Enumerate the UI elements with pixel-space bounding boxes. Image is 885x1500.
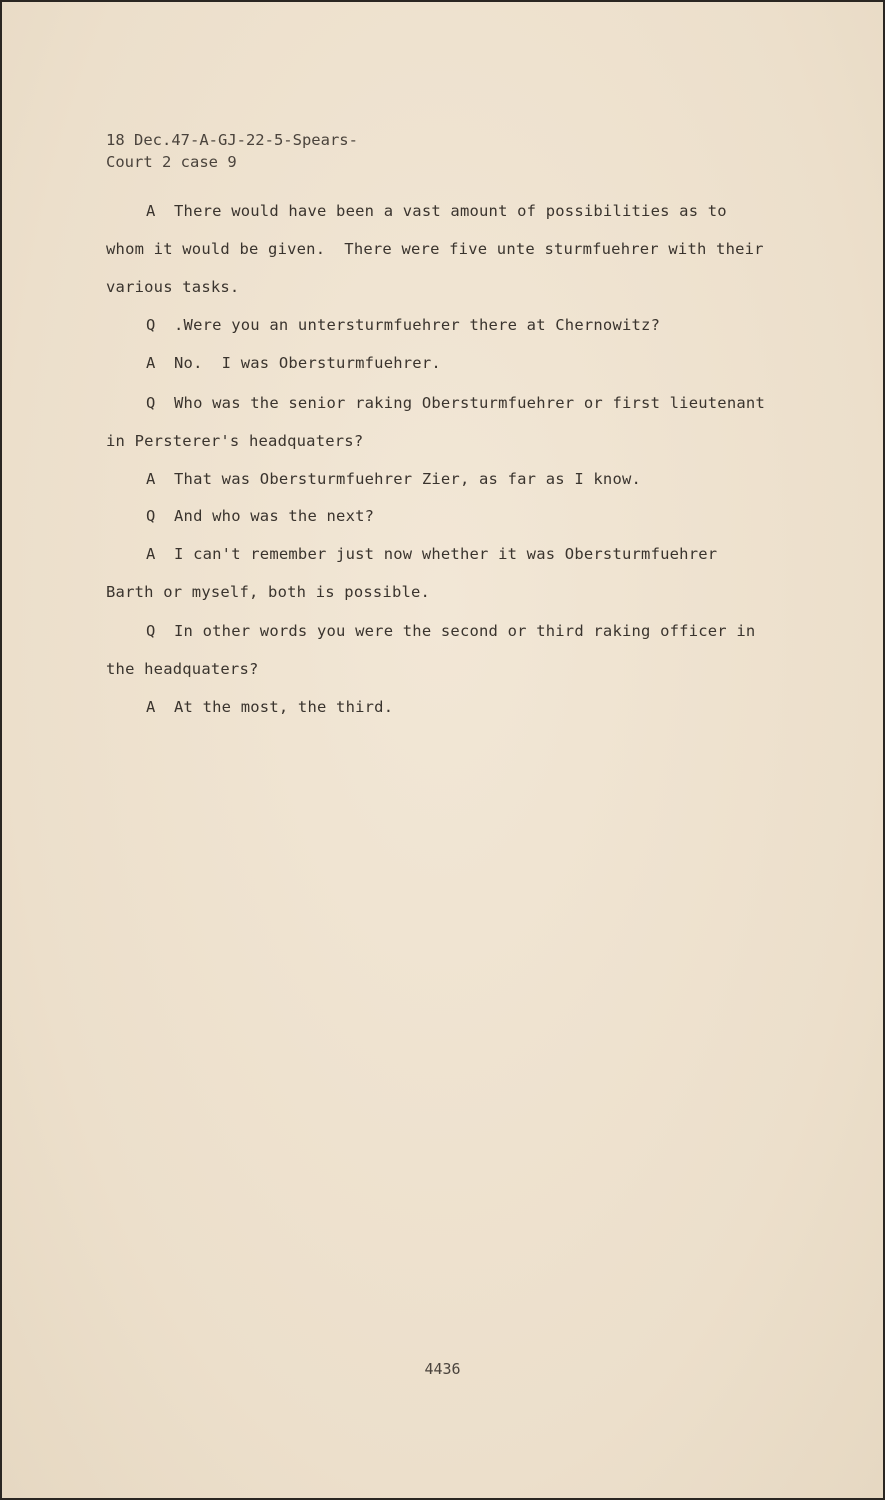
line-text: No. I was Obersturmfuehrer. (174, 354, 441, 372)
transcript-line (146, 394, 765, 412)
line-text: I can't remember just now whether it was Obersturmfuehrer (174, 545, 718, 563)
transcript-line (146, 202, 727, 220)
line-text: In other words you were the second or third raking officer in (174, 622, 756, 640)
line-text: There would have been a vast amount of possibilities as to (174, 202, 727, 220)
line-text: And who was the next? (174, 507, 375, 525)
speaker-tag: Q (146, 507, 156, 525)
line-text: in Persterer's headquaters? (106, 432, 364, 450)
transcript-line (146, 622, 755, 640)
document-header (106, 129, 358, 173)
transcript-line (146, 698, 393, 716)
line-text: Who was the senior raking Obersturmfuehrer or first lieutenant (174, 394, 765, 412)
transcript-line (146, 545, 717, 563)
transcript-line (146, 507, 374, 525)
speaker-tag: A (146, 354, 156, 372)
line-text: Barth or myself, both is possible. (106, 583, 431, 601)
line-text: the headquaters? (106, 660, 259, 678)
speaker-tag: Q (146, 394, 156, 412)
transcript-line (106, 660, 259, 678)
speaker-tag: A (146, 202, 156, 220)
transcript-line (106, 432, 363, 450)
line-text: .Were you an untersturmfuehrer there at Chernowitz? (174, 316, 661, 334)
speaker-tag: Q (146, 316, 156, 334)
transcript-line (146, 354, 441, 372)
line-text: At the most, the third. (174, 698, 394, 716)
header-reference: 18 Dec.47-A-GJ-22-5-Spears- (106, 131, 358, 149)
transcript-line (106, 583, 430, 601)
document-page (2, 2, 883, 1498)
transcript-line (106, 240, 764, 258)
transcript-line (146, 316, 660, 334)
speaker-tag: A (146, 698, 156, 716)
line-text: That was Obersturmfuehrer Zier, as far as I know. (174, 470, 642, 488)
line-text: various tasks. (106, 278, 240, 296)
speaker-tag: Q (146, 622, 156, 640)
line-text: whom it would be given. There were five unte sturmfuehrer with their (106, 240, 764, 258)
speaker-tag: A (146, 470, 156, 488)
page-number: 4436 (424, 1360, 461, 1378)
transcript-line (106, 278, 239, 296)
transcript-line (146, 470, 641, 488)
speaker-tag: A (146, 545, 156, 563)
header-court-case: Court 2 case 9 (106, 153, 237, 171)
